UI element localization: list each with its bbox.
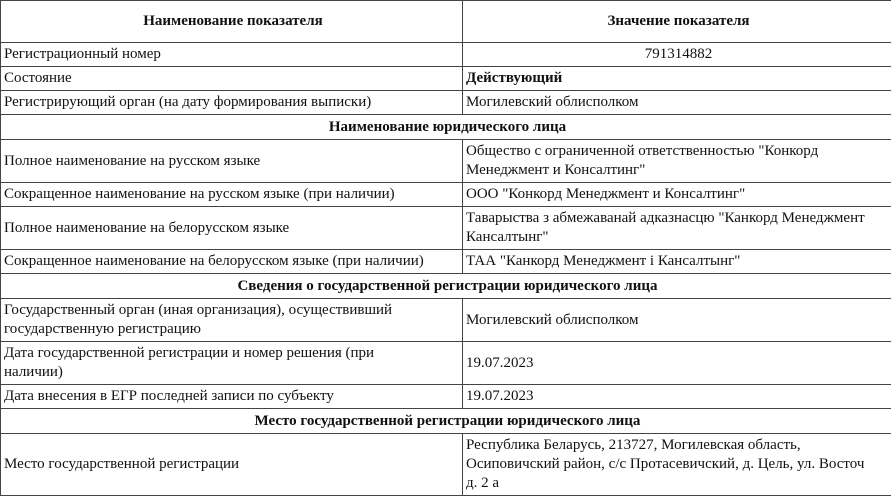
row-label: Регистрирующий орган (на дату формирования выписки) xyxy=(1,91,463,115)
header-indicator-value: Значение показателя xyxy=(463,1,891,43)
value-line: Кансалтынг" xyxy=(466,229,549,245)
table-row xyxy=(1,91,891,115)
row-label: Регистрационный номер xyxy=(1,43,463,67)
section-header-row xyxy=(1,115,891,140)
value-line: Общество с ограниченной ответственностью "Конкорд xyxy=(466,143,819,159)
row-value: 19.07.2023 xyxy=(463,385,891,409)
row-label: Дата внесения в ЕГР последней записи по субъекту xyxy=(1,385,463,409)
row-label: Место государственной регистрации xyxy=(1,434,463,496)
value-line: Осиповичский район, с/с Протасевичский, д. Цель, ул. Восточ xyxy=(466,456,865,472)
table-row xyxy=(1,207,891,250)
table-row xyxy=(1,385,891,409)
header-indicator-name: Наименование показателя xyxy=(1,1,463,43)
table-row xyxy=(1,183,891,207)
table-row xyxy=(1,67,891,91)
registration-number: 791314882 xyxy=(463,43,891,67)
row-label: Сокращенное наименование на белорусском языке (при наличии) xyxy=(1,250,463,274)
table-row xyxy=(1,299,891,342)
row-label: Полное наименование на русском языке xyxy=(1,140,463,183)
row-label xyxy=(1,299,463,342)
row-value: ООО "Конкорд Менеджмент и Консалтинг" xyxy=(463,183,891,207)
section-title: Наименование юридического лица xyxy=(1,115,891,140)
label-line: государственную регистрацию xyxy=(4,321,201,337)
row-label xyxy=(1,342,463,385)
value-line: Менеджмент и Консалтинг" xyxy=(466,162,646,178)
section-title: Сведения о государственной регистрации юридического лица xyxy=(1,274,891,299)
row-value: Могилевский облисполком xyxy=(463,299,891,342)
table-row xyxy=(1,434,891,496)
row-value xyxy=(463,140,891,183)
section-header-row xyxy=(1,409,891,434)
row-label: Сокращенное наименование на русском языке (при наличии) xyxy=(1,183,463,207)
table-header-row xyxy=(1,1,891,43)
label-line: Государственный орган (иная организация), осуществивший xyxy=(4,302,393,318)
row-value: Могилевский облисполком xyxy=(463,91,891,115)
table-row xyxy=(1,250,891,274)
value-line: Республика Беларусь, 213727, Могилевская область, xyxy=(466,437,801,453)
status-value: Действующий xyxy=(463,67,891,91)
row-value xyxy=(463,207,891,250)
label-line: Дата государственной регистрации и номер решения (при xyxy=(4,345,375,361)
table-row xyxy=(1,140,891,183)
label-line: наличии) xyxy=(4,364,63,380)
row-label: Полное наименование на белорусском языке xyxy=(1,207,463,250)
table-row xyxy=(1,43,891,67)
value-line: Таварыства з абмежаванай адказнасцю "Канкорд Менеджмент xyxy=(466,210,865,226)
value-line: д. 2 а xyxy=(466,475,500,491)
row-value: 19.07.2023 xyxy=(463,342,891,385)
table-row xyxy=(1,342,891,385)
row-value xyxy=(463,434,891,496)
row-label: Состояние xyxy=(1,67,463,91)
section-header-row xyxy=(1,274,891,299)
section-title: Место государственной регистрации юридического лица xyxy=(1,409,891,434)
row-value: ТАА "Канкорд Менеджмент і Кансалтынг" xyxy=(463,250,891,274)
